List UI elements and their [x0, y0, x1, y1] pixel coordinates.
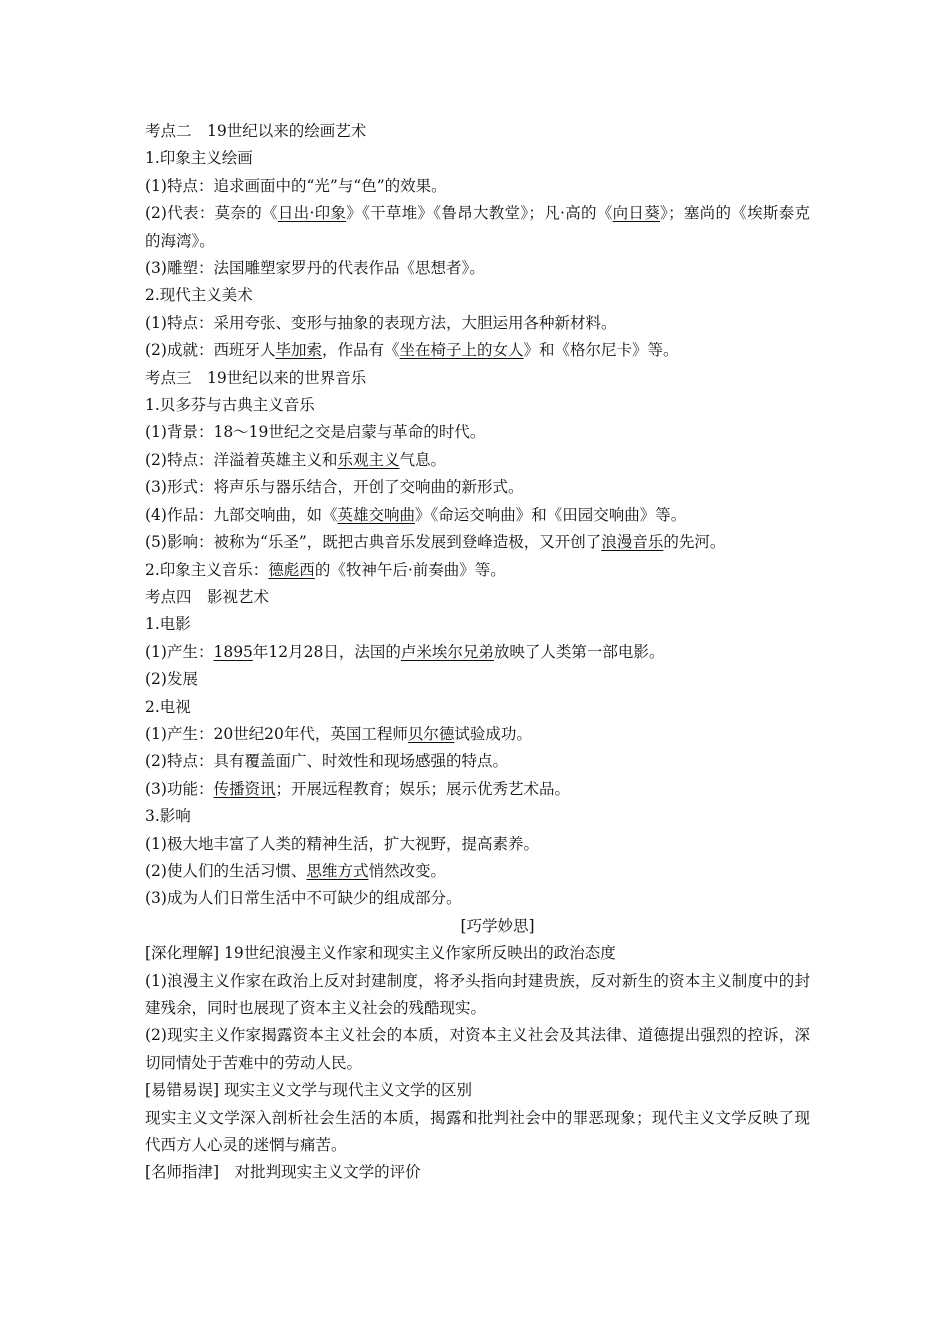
text-segment: 1.贝多芬与古典主义音乐: [145, 396, 315, 415]
text-segment: (2)特点：洋溢着英雄主义和: [145, 450, 338, 469]
text-line: [145, 1022, 810, 1077]
text-segment: 2.现代主义美术: [145, 286, 253, 305]
text-segment: (1)产生：20世纪20年代，英国工程师: [145, 724, 408, 743]
text-segment: (1)背景：18～19世纪之交是启蒙与革命的时代。: [145, 423, 486, 442]
text-line: [145, 200, 810, 255]
underlined-answer: 思维方式: [306, 861, 369, 880]
text-segment: (1)特点：追求画面中的“光”与“色”的效果。: [145, 176, 447, 195]
text-segment: 试验成功。: [454, 724, 532, 743]
text-line: [145, 145, 810, 172]
text-segment: ，作品有《: [321, 341, 400, 360]
text-segment: (3)功能：: [145, 779, 214, 798]
text-line: [145, 282, 810, 309]
text-segment: (1)产生：: [145, 642, 214, 661]
text-line: [145, 1159, 810, 1186]
text-line: [145, 447, 810, 474]
text-line: [145, 392, 810, 419]
underlined-answer: 1895: [213, 642, 253, 661]
text-segment: (2)特点：具有覆盖面广、时效性和现场感强的特点。: [145, 752, 508, 771]
text-line: [145, 365, 810, 392]
text-segment: (5)影响：被称为“乐圣”，既把古典音乐发展到登峰造极，又开创了: [145, 533, 602, 552]
text-segment: 》和《格尔尼卡》等。: [523, 341, 679, 360]
underlined-answer: 卢米埃尔兄弟: [400, 642, 494, 661]
text-segment: 1.印象主义绘画: [145, 149, 253, 168]
underlined-answer: 坐在椅子上的女人: [399, 341, 524, 360]
text-segment: 2.电视: [145, 697, 191, 716]
text-segment: 悄然改变。: [368, 861, 446, 880]
text-line: [145, 940, 810, 967]
text-segment: 考点二 19世纪以来的绘画艺术: [145, 122, 367, 140]
underlined-answer: 日出·印象: [277, 204, 347, 223]
underlined-answer: 贝尔德: [407, 724, 455, 743]
text-line: [145, 474, 810, 501]
text-segment: 放映了人类第一部电影。: [493, 642, 665, 661]
text-segment: [易错易误] 现实主义文学与现代主义文学的区别: [145, 1081, 473, 1100]
text-segment: 的先河。: [663, 533, 726, 552]
underlined-answer: 英雄交响曲: [337, 505, 415, 524]
text-line: [145, 584, 810, 611]
text-segment: ；开展远程教育；娱乐；展示优秀艺术品。: [275, 779, 570, 798]
text-segment: 的《牧神午后·前奏曲》等。: [314, 560, 506, 579]
text-line: [145, 748, 810, 775]
text-line: [145, 173, 810, 200]
text-line: [145, 1077, 810, 1104]
text-segment: (2)现实主义作家揭露资本主义社会的本质，对资本主义社会及其法律、道德提出强烈的控诉，深切同情处于苦难中的劳动人民。: [145, 1026, 810, 1072]
text-line: [145, 557, 810, 584]
text-segment: (2)代表：莫奈的《: [145, 204, 278, 223]
text-segment: (1)极大地丰富了人类的精神生活，扩大视野，提高素养。: [145, 834, 539, 853]
document-page: [145, 118, 810, 1187]
text-segment: (2)发展: [145, 670, 198, 689]
text-line: [145, 885, 810, 912]
text-segment: (3)成为人们日常生活中不可缺少的组成部分。: [145, 889, 462, 908]
text-line: [145, 694, 810, 721]
text-segment: 》《命运交响曲》和《田园交响曲》等。: [414, 505, 687, 524]
text-line: [145, 337, 810, 364]
text-segment: 1.电影: [145, 615, 191, 634]
underlined-answer: 乐观主义: [337, 450, 400, 469]
text-line: [145, 529, 810, 556]
text-segment: (1)特点：采用夸张、变形与抽象的表现方法，大胆运用各种新材料。: [145, 313, 617, 332]
text-line: [145, 831, 810, 858]
text-segment: (4)作品：九部交响曲，如《: [145, 505, 338, 524]
text-segment: (3)雕塑：法国雕塑家罗丹的代表作品《思想者》。: [145, 259, 485, 278]
text-line: [145, 118, 810, 145]
text-line: [145, 776, 810, 803]
underlined-answer: 德彪西: [268, 560, 315, 579]
text-line: [145, 721, 810, 748]
section-divider-title: [145, 913, 810, 940]
text-segment: 》；塞尚的《埃斯泰克的海湾》。: [145, 204, 810, 250]
text-line: [145, 666, 810, 693]
text-segment: 考点四 影视艺术: [145, 587, 270, 606]
text-segment: (1)浪漫主义作家在政治上反对封建制度，将矛头指向封建贵族，反对新生的资本主义制度中的封建残余，同时也展现了资本主义社会的残酷现实。: [145, 971, 810, 1017]
text-segment: [名师指津] 对批判现实主义文学的评价: [145, 1163, 421, 1182]
text-segment: (2)成就：西班牙人: [145, 341, 276, 360]
text-line: [145, 502, 810, 529]
underlined-answer: 向日葵: [612, 204, 661, 223]
text-segment: 》《干草堆》《鲁昂大教堂》；凡·高的《: [346, 204, 613, 223]
underlined-answer: 浪漫音乐: [601, 533, 664, 552]
text-segment: (3)形式：将声乐与器乐结合，开创了交响曲的新形式。: [145, 478, 524, 497]
text-segment: 考点三 19世纪以来的世界音乐: [145, 368, 367, 387]
text-segment: 3.影响: [145, 807, 191, 826]
text-line: [145, 803, 810, 830]
text-line: [145, 419, 810, 446]
text-segment: 气息。: [399, 450, 446, 469]
text-segment: [深化理解] 19世纪浪漫主义作家和现实主义作家所反映出的政治态度: [145, 944, 616, 963]
text-line: [145, 611, 810, 638]
text-line: [145, 639, 810, 666]
text-segment: [巧学妙思]: [460, 916, 535, 935]
text-line: [145, 858, 810, 885]
underlined-answer: 毕加索: [275, 341, 322, 360]
text-line: [145, 1105, 810, 1160]
text-segment: 现实主义文学深入剖析社会生活的本质，揭露和批判社会中的罪恶现象；现代主义文学反映了现代西方人心灵的迷惘与痛苦。: [145, 1108, 810, 1155]
text-segment: 年12月28日，法国的: [252, 642, 401, 661]
text-line: [145, 310, 810, 337]
text-segment: 2.印象主义音乐：: [145, 560, 269, 579]
text-line: [145, 968, 810, 1023]
text-line: [145, 255, 810, 282]
underlined-answer: 传播资讯: [213, 779, 276, 798]
text-segment: (2)使人们的生活习惯、: [145, 861, 307, 880]
